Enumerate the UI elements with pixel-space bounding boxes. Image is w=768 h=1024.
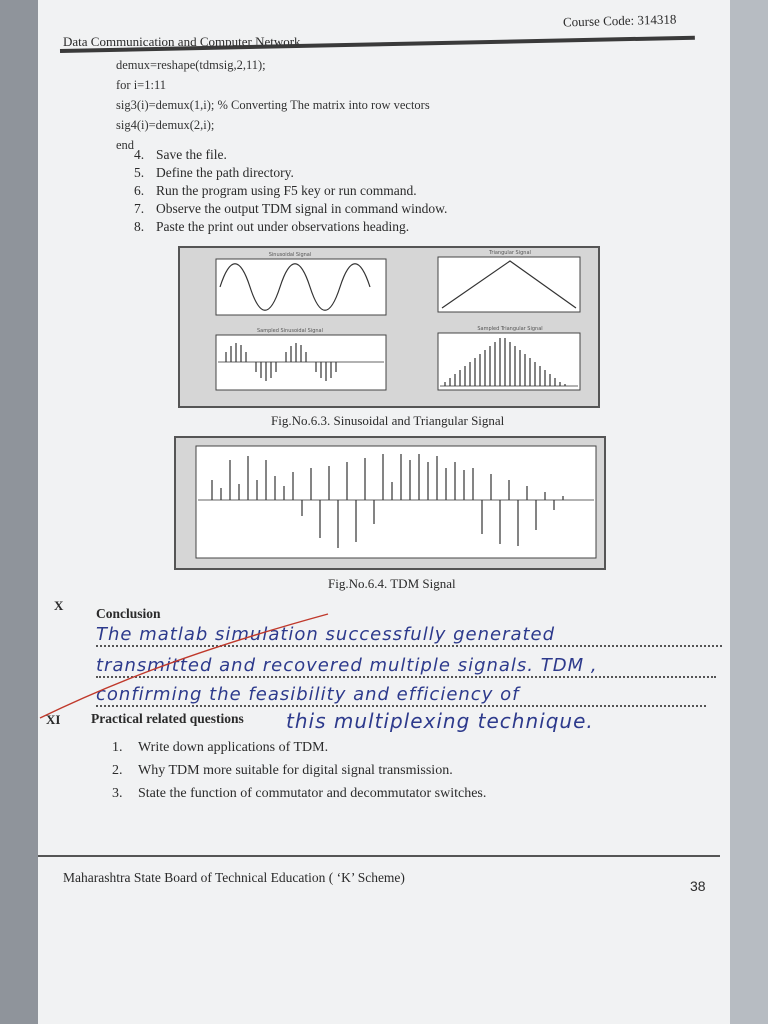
panel-title: Sampled Sinusoidal Signal [256,328,324,334]
question-item: 3. State the function of commutator and decommutator switches. [112,786,487,801]
figure-plots [180,248,598,406]
background-left [0,0,38,1024]
panel-sampled-triangle [438,333,580,390]
conclusion-line-1: The matlab simulation successfully generated [96,624,722,647]
step-item: 6. Run the program using F5 key or run command. [134,183,417,198]
document-page [38,0,730,1024]
figure1-caption: Fig.No.6.3. Sinusoidal and Triangular Signal [271,413,505,428]
panel-triangle [438,257,580,312]
question-item: 1. Write down applications of TDM. [112,740,329,755]
panel-title: Sinusoidal Signal [268,252,312,258]
panel-sampled-sine [216,335,386,390]
footer-rule [38,855,720,857]
code-block [116,55,430,155]
figure-tdm-signal [174,436,606,570]
question-item: 2. Why TDM more suitable for digital signal transmission. [112,763,453,778]
step-item: 7. Observe the output TDM signal in command window. [134,201,448,216]
practical-title: Practical related questions [91,711,244,726]
code-line: sig3(i)=demux(1,i); % Converting The matrix into row vectors [116,98,430,112]
figure2-caption: Fig.No.6.4. TDM Signal [328,576,456,591]
code-line: demux=reshape(tdmsig,2,11); [116,58,266,72]
page-number: 38 [690,878,706,894]
conclusion-line-4: this multiplexing technique. [286,709,594,733]
code-line: sig4(i)=demux(2,i); [116,118,215,132]
step-item: 4. Save the file. [134,147,227,162]
panel-title: Triangular Signal [489,250,531,256]
figure-sinusoidal-triangular [178,246,600,408]
conclusion-number: X [54,598,64,613]
background-right [730,0,768,1024]
step-item: 8. Paste the print out under observations heading. [134,219,410,234]
conclusion-line-3: confirming the feasibility and efficiency of [96,684,706,707]
conclusion-line-2: transmitted and recovered multiple signals. TDM , [96,655,716,678]
footer-text: Maharashtra State Board of Technical Education ( ‘K’ Scheme) [63,870,405,885]
step-item: 5. Define the path directory. [134,165,294,180]
procedure-steps [134,146,447,236]
code-line: for i=1:11 [116,78,166,92]
practical-number: XI [46,712,61,727]
code-line: end [116,138,135,152]
panel-title: Sampled Triangular Signal [477,326,543,332]
conclusion-title: Conclusion [96,606,161,621]
practical-questions-list [112,736,486,805]
header-course-code: Course Code: 314318 [562,11,677,30]
header-subject: Data Communication and Computer Network [63,34,301,49]
tdm-plot [176,438,604,568]
